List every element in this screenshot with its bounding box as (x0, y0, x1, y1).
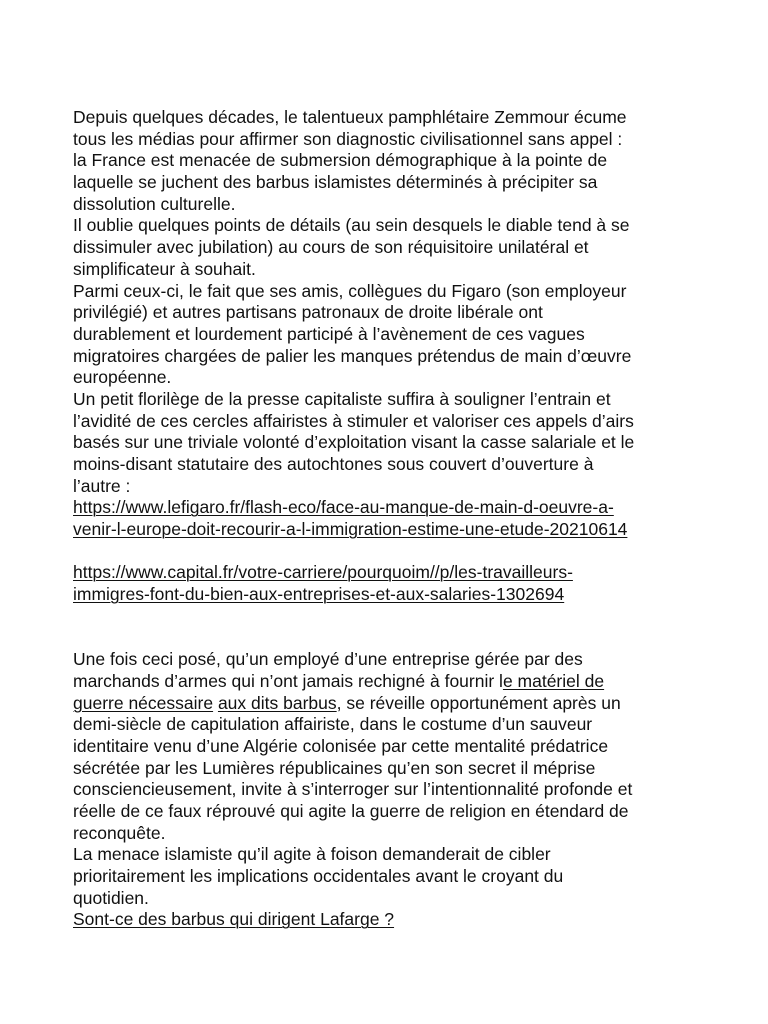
text-line: l’avidité de ces cercles affairistes à stimuler et valoriser ces appels d’airs (73, 410, 634, 431)
capital-link[interactable]: immigres-font-du-bien-aux-entreprises-et-aux-salaries-1302694 (73, 584, 565, 605)
final-question: Sont-ce des barbus qui dirigent Lafarge ? (73, 909, 395, 930)
capital-link[interactable]: https://www.capital.fr/votre-carriere/pourquoim//p/les-travailleurs- (73, 562, 573, 583)
text-line: migratoires chargées de palier les manques prétendus de main d’œuvre (73, 345, 632, 366)
text-line (73, 671, 713, 693)
text-line: reconquête. (73, 822, 166, 843)
lefigaro-link[interactable]: venir-l-europe-doit-recourir-a-l-immigration-estime-une-etude-20210614 (73, 519, 628, 540)
underlined-text: guerre nécessaire (73, 692, 214, 713)
text-line: la France est menacée de submersion démographique à la pointe de (73, 150, 608, 171)
text-line: Un petit florilège de la presse capitaliste suffira à souligner l’entrain et (73, 388, 611, 409)
text-line (73, 909, 713, 931)
text-line: Une fois ceci posé, qu’un employé d’une entreprise gérée par des (73, 649, 583, 670)
underlined-text: e matériel de (502, 670, 605, 691)
text-line: tous les médias pour affirmer son diagnostic civilisationnel sans appel : (73, 128, 623, 149)
text-line: basés sur une triviale volonté d’exploitation visant la casse salariale et le (73, 432, 635, 453)
text-line: identitaire venu d’une Algérie colonisée par cette mentalité prédatrice (73, 735, 609, 756)
text-line: privilégié) et autres partisans patronaux de droite libérale ont (73, 302, 543, 323)
blank-line (73, 628, 713, 650)
blank-line (73, 606, 713, 628)
capital-link-line (73, 584, 713, 606)
underlined-text: aux dits barbus (217, 692, 337, 713)
text-line: moins-disant statutaire des autochtones sous couvert d’ouverture à (73, 454, 594, 474)
lefigaro-link-line (73, 519, 713, 541)
text-line: sécrétée par les Lumières républicaines qu’en son secret il méprise (73, 757, 596, 778)
text-line: simplificateur à souhait. (73, 258, 256, 279)
text-line: Parmi ceux-ci, le fait que ses amis, collègues du Figaro (son employeur (73, 280, 627, 301)
blank-line (73, 541, 713, 563)
text-line: Depuis quelques décades, le talentueux pamphlétaire Zemmour écume (73, 107, 627, 127)
text-line: demi-siècle de capitulation affairiste, dans le costume d’un sauveur (73, 714, 593, 735)
text-line: durablement et lourdement participé à l’avènement de ces vagues (73, 323, 585, 344)
text-line: européenne. (73, 367, 172, 388)
text-segment: marchands d’armes qui n’ont jamais rechigné à fournir l (73, 670, 503, 691)
text-line: consciencieusement, invite à s’interroger sur l’intentionnalité profonde et (73, 779, 633, 800)
lefigaro-link-line (73, 497, 713, 519)
text-line (73, 693, 713, 715)
text-line: laquelle se juchent des barbus islamistes déterminés à précipiter sa (73, 172, 598, 193)
text-line: l’autre : (73, 475, 131, 496)
text-line: quotidien. (73, 887, 149, 908)
text-segment: , se réveille opportunément après un (336, 692, 621, 713)
text-line: dissolution culturelle. (73, 193, 236, 214)
text-line: réelle de ce faux réprouvé qui agite la guerre de religion en étendard de (73, 801, 629, 821)
capital-link-line (73, 562, 713, 584)
text-line: dissimuler avec jubilation) au cours de son réquisitoire unilatéral et (73, 237, 589, 258)
text-line: prioritairement les implications occidentales avant le croyant du (73, 866, 564, 887)
text-line: La menace islamiste qu’il agite à foison demanderait de cibler (73, 844, 551, 865)
lefigaro-link[interactable]: https://www.lefigaro.fr/flash-eco/face-au-manque-de-main-d-oeuvre-a- (73, 497, 614, 518)
text-line: Il oublie quelques points de détails (au sein desquels le diable tend à se (73, 215, 630, 236)
document-body (73, 107, 713, 931)
